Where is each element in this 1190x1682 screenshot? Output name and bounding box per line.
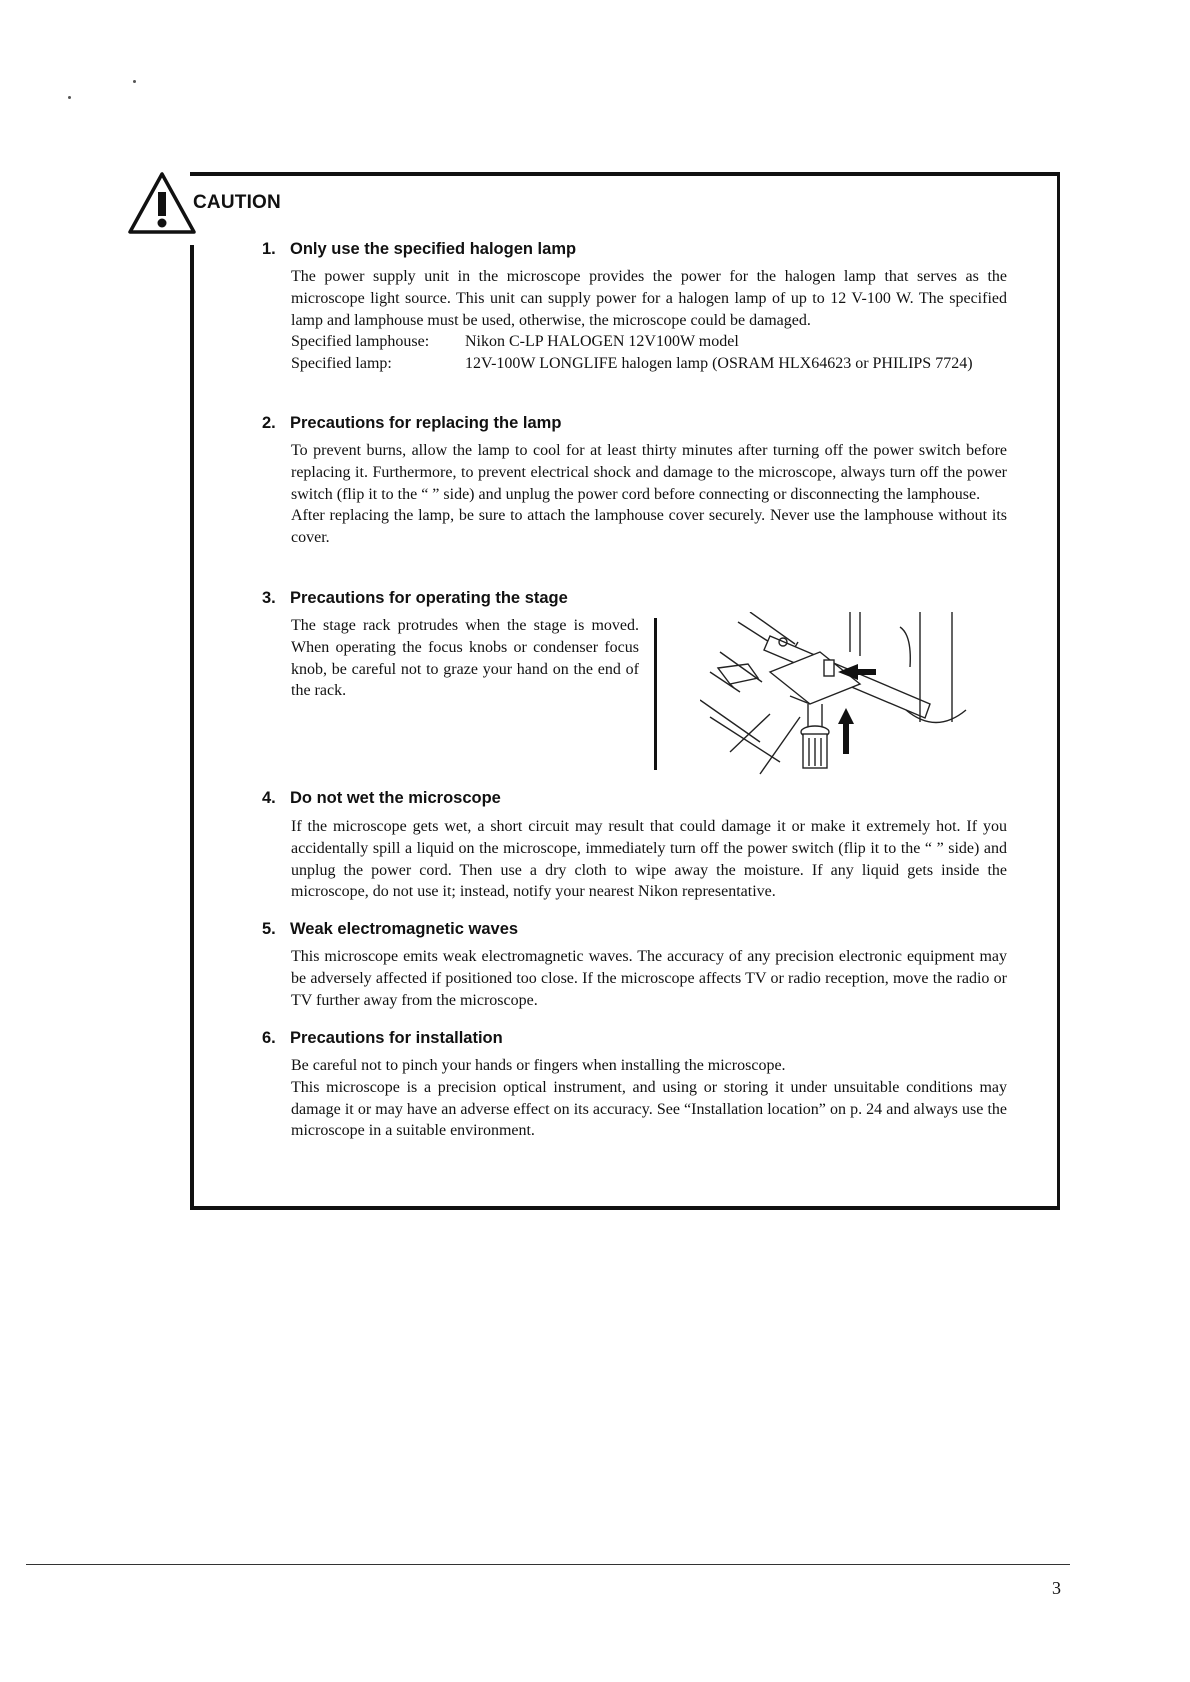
section-body-2: [291, 440, 1007, 549]
section-number: 4.: [262, 789, 276, 807]
paragraph: After replacing the lamp, be sure to attach the lamphouse cover securely. Never use the lamphouse without its cover.: [291, 507, 1007, 547]
spec-value: 12V-100W LONGLIFE halogen lamp (OSRAM HLX64623 or PHILIPS 7724): [465, 355, 973, 372]
section-heading-1: [262, 240, 576, 259]
section-title: Do not wet the microscope: [290, 789, 501, 807]
paragraph: This microscope is a precision optical instrument, and using or storing it under unsuitable conditions may damage it or may have an adverse effect on its accuracy. See “Installation location” on p. 24 and always use the microscope in a suitable environment.: [291, 1078, 1007, 1140]
section-title: Weak electromagnetic waves: [290, 920, 519, 938]
warning-triangle-icon: [126, 170, 198, 236]
spec-label: Specified lamphouse:: [291, 333, 430, 350]
paragraph: To prevent burns, allow the lamp to cool for at least thirty minutes after turning off the power switch before replacing it. Furthermore, to prevent electrical shock and damage to the microscope, always turn off the power switch (flip it to the “ ” side) and unplug the power cord before connecting or disconnecting the lamphouse.: [291, 442, 1007, 503]
paragraph: The power supply unit in the microscope provides the power for the halogen lamp that serves as the microscope light source. This unit can supply power for a halogen lamp of up to 12 V-100 W. The specified lamp and lamphouse must be used, otherwise, the microscope could be damaged.: [291, 268, 1007, 329]
section-number: 5.: [262, 920, 276, 938]
scan-speck: [133, 80, 136, 83]
section-title: Precautions for installation: [290, 1029, 503, 1047]
section-body-6: [291, 1055, 1007, 1142]
paragraph: The stage rack protrudes when the stage is moved. When operating the focus knobs or condenser focus knob, be careful not to graze your hand on the end of the rack.: [291, 617, 639, 700]
section-number: 1.: [262, 240, 276, 258]
section-body-3: [291, 615, 639, 702]
figure-divider: [654, 618, 657, 770]
footer-rule: [26, 1564, 1070, 1565]
paragraph: Be careful not to pinch your hands or fingers when installing the microscope.: [291, 1057, 786, 1074]
section-number: 2.: [262, 414, 276, 432]
section-heading-6: [262, 1029, 503, 1048]
caution-title: CAUTION: [193, 192, 281, 213]
scan-speck: [68, 96, 71, 99]
caution-box-left-rule: [190, 245, 194, 1210]
spec-value: Nikon C-LP HALOGEN 12V100W model: [465, 333, 739, 350]
section-heading-4: [262, 789, 501, 808]
section-heading-3: [262, 589, 568, 608]
section-title: Only use the specified halogen lamp: [290, 240, 577, 258]
spec-label: Specified lamp:: [291, 355, 392, 372]
stage-rack-illustration: [700, 612, 985, 777]
section-number: 6.: [262, 1029, 276, 1047]
section-body-1: [291, 266, 1007, 331]
section-title: Precautions for replacing the lamp: [290, 414, 562, 432]
paragraph: If the microscope gets wet, a short circuit may result that could damage it or make it extremely hot. If you accidentally spill a liquid on the microscope, immediately turn off the power switch (flip it to the “ ” side) and unplug the power cord. Then use a dry cloth to wipe away the moisture. If any liquid gets inside the microscope, do not use it; instead, notify your nearest Nikon representative.: [291, 818, 1007, 901]
page-number: 3: [1052, 1578, 1061, 1598]
section-title: Precautions for operating the stage: [290, 589, 568, 607]
section-body-4: [291, 816, 1007, 903]
section-body-5: [291, 946, 1007, 1011]
paragraph: This microscope emits weak electromagnetic waves. The accuracy of any precision electronic equipment may be adversely affected if positioned too close. If the microscope affects TV or radio reception, move the radio or TV further away from the microscope.: [291, 948, 1007, 1009]
section-heading-5: [262, 920, 518, 939]
section-number: 3.: [262, 589, 276, 607]
section-heading-2: [262, 414, 561, 433]
